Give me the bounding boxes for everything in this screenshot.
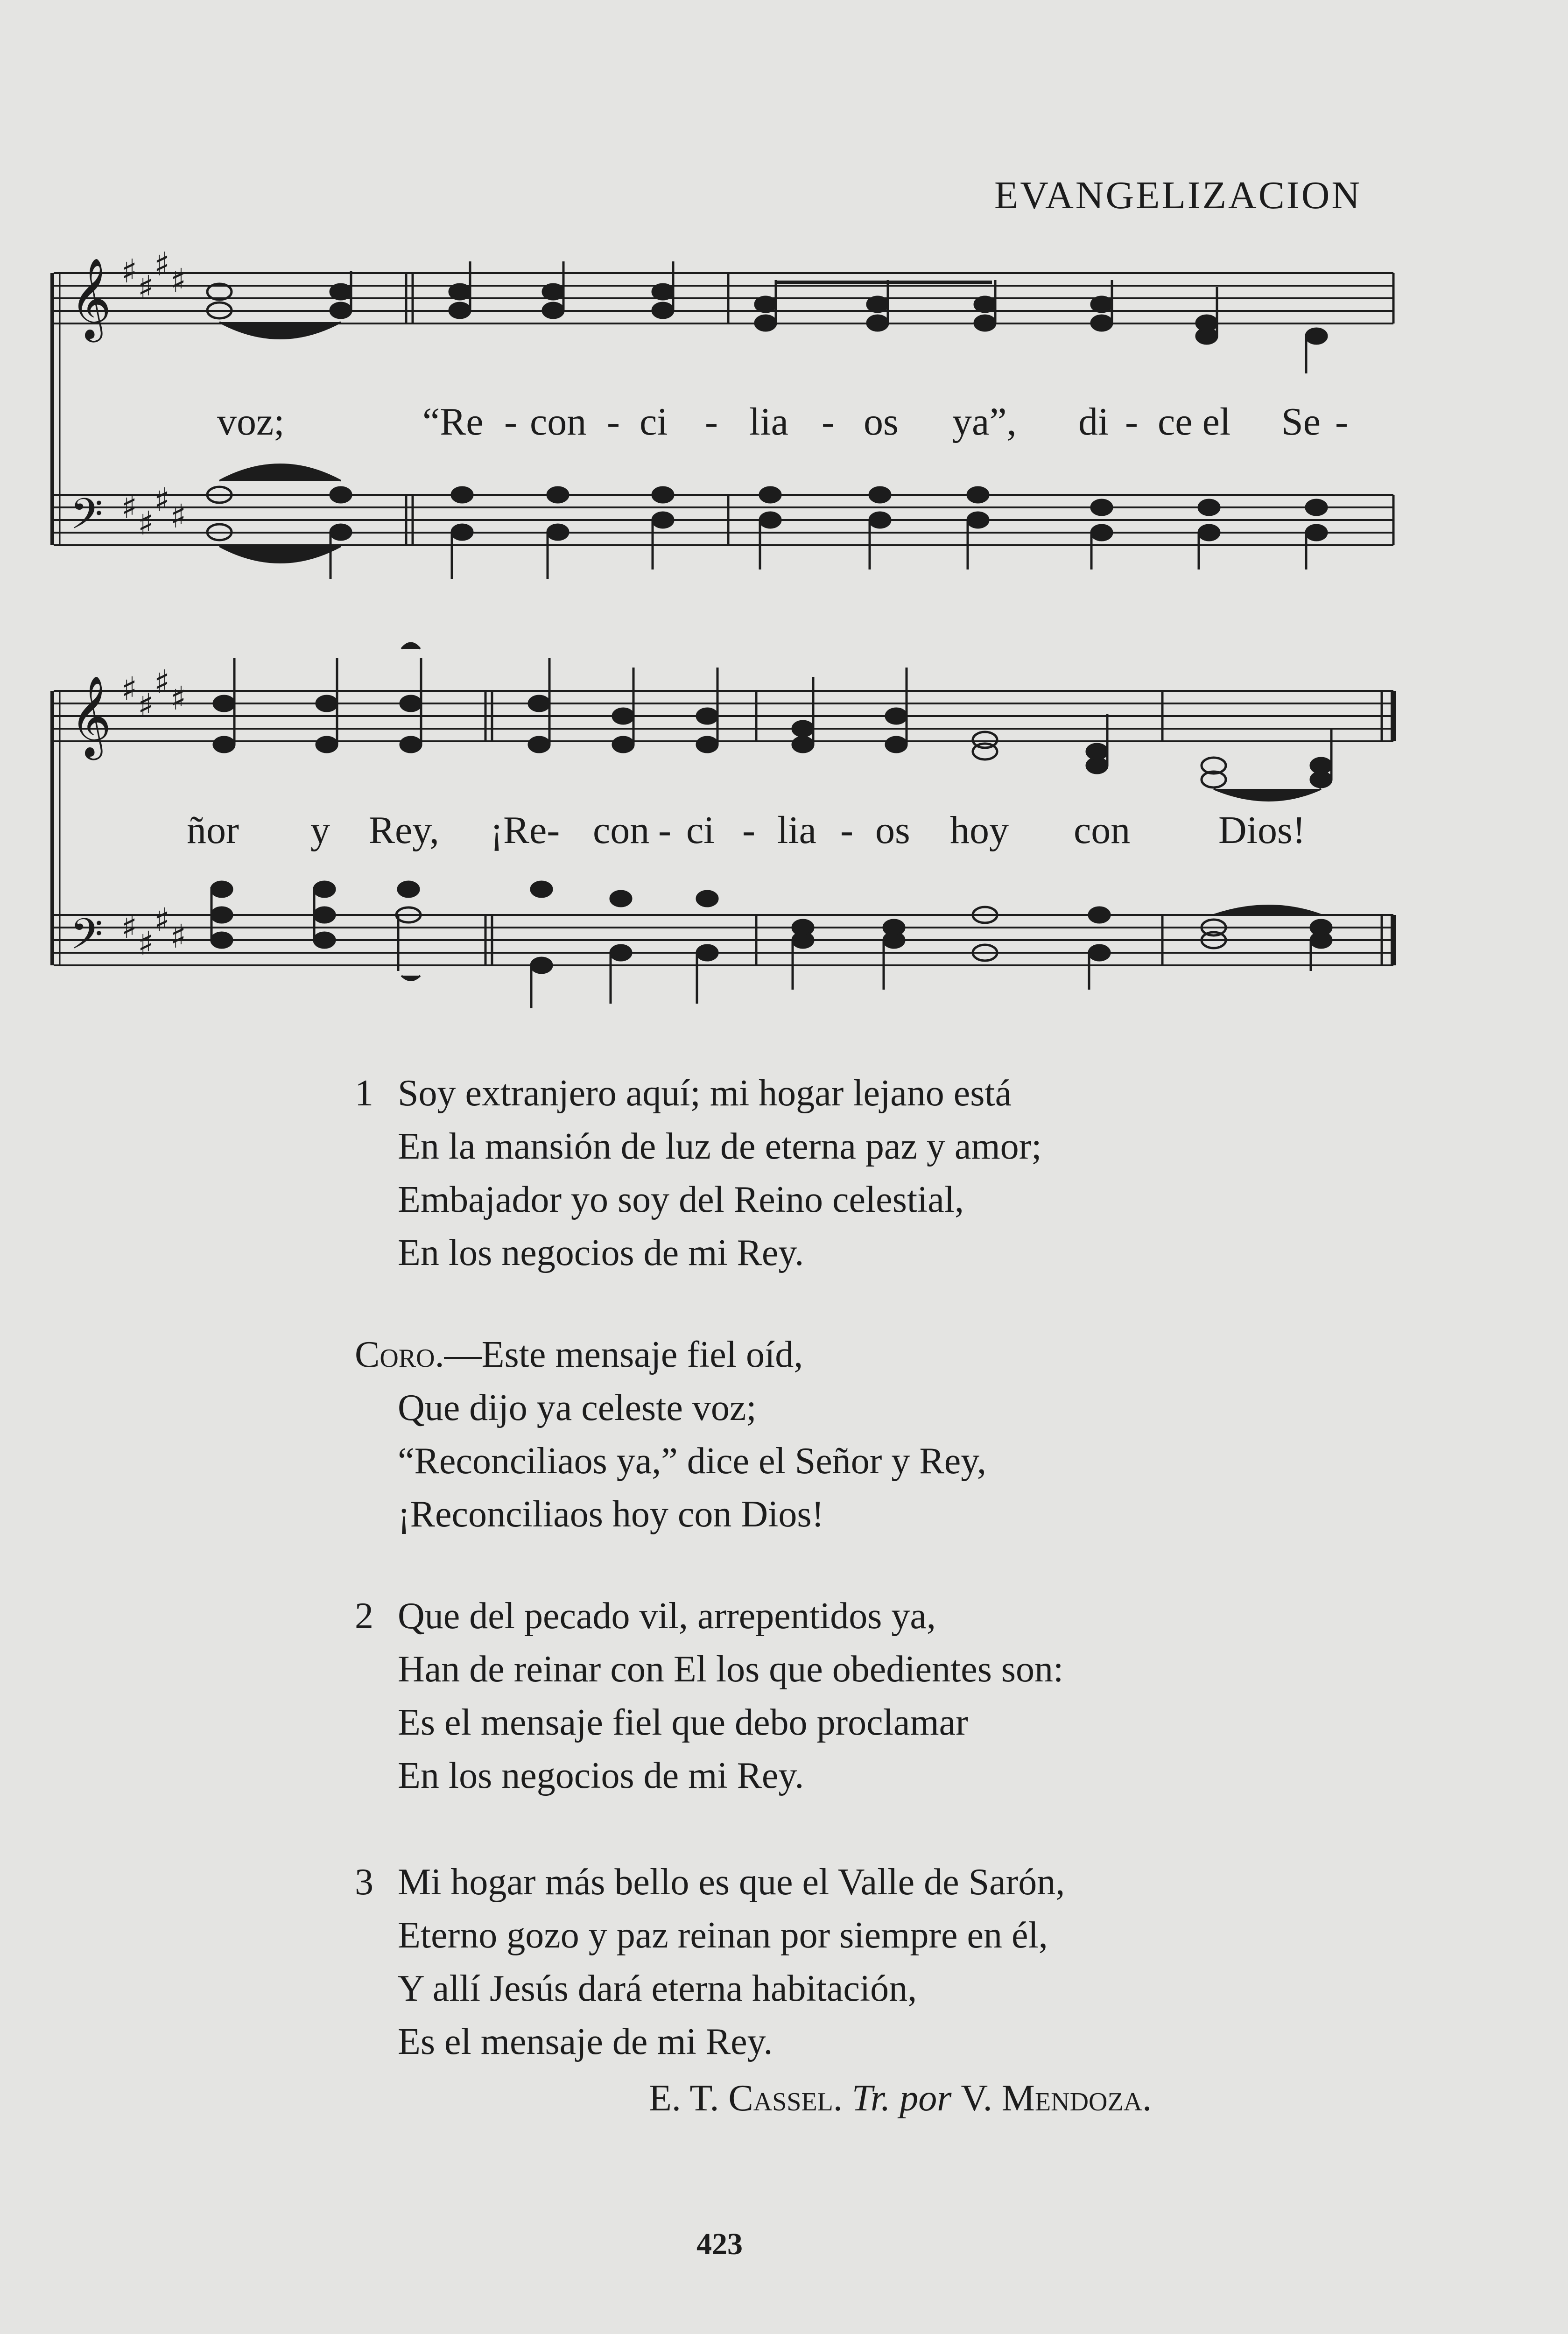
lyric-syllable: - [658, 808, 671, 852]
lyric-syllable: - [705, 400, 718, 443]
svg-text:♯: ♯ [138, 686, 154, 724]
lyric-syllable: Se [1281, 400, 1321, 443]
lyric-syllable: ¡Re- [490, 808, 560, 852]
hymn-credit [649, 2077, 1152, 2120]
svg-text:♯: ♯ [154, 481, 170, 519]
lyric-syllable: - [607, 400, 620, 443]
verse-text: Que dijo ya celeste voz; [398, 1387, 757, 1428]
lyric-syllable: - [1125, 400, 1138, 443]
verse-text: Y allí Jesús dará eterna habitación, [398, 1968, 917, 2009]
lyric-syllable: hoy [950, 808, 1009, 852]
lyrics-system-2 [0, 808, 1568, 854]
lyric-syllable: con [593, 808, 650, 852]
author-name: E. T. Cassel. [649, 2078, 843, 2119]
lyric-syllable: lia [777, 808, 816, 852]
lyric-syllable: ya”, [952, 400, 1017, 443]
lyric-syllable: - [504, 400, 517, 443]
svg-text:♯: ♯ [170, 497, 186, 535]
page-header-title: EVANGELIZACION [994, 174, 1362, 217]
svg-text:♯: ♯ [138, 504, 154, 542]
chorus-label: Coro. [355, 1334, 444, 1375]
lyric-syllable: con [530, 400, 587, 443]
treble-clef-icon: 𝄞 [70, 675, 112, 757]
lyric-syllable: os [875, 808, 910, 852]
svg-text:♯: ♯ [170, 679, 186, 717]
translation-prefix: Tr. por [851, 2078, 952, 2119]
lyric-syllable: Dios! [1218, 808, 1306, 852]
verse-text: Es el mensaje fiel que debo proclamar [398, 1702, 968, 1743]
svg-text:♯: ♯ [170, 917, 186, 956]
staff-treble-2 [54, 691, 1393, 741]
svg-text:♯: ♯ [121, 670, 137, 708]
staff-bass-2 [54, 915, 1393, 965]
verse-text: En los negocios de mi Rey. [398, 1755, 804, 1796]
verse-text: En la mansión de luz de eterna paz y amor; [398, 1126, 1042, 1167]
verse-text: “Reconciliaos ya,” dice el Señor y Rey, [398, 1441, 987, 1482]
svg-text:♯: ♯ [138, 924, 154, 963]
lyric-syllable: - [822, 400, 835, 443]
lyric-syllable: os [864, 400, 899, 443]
lyric-syllable: - [742, 808, 755, 852]
lyric-syllable: y [310, 808, 330, 852]
staff-bass-1 [54, 495, 1393, 545]
svg-text:♯: ♯ [154, 245, 170, 283]
translator-name: V. Mendoza. [961, 2078, 1152, 2119]
lyric-syllable: voz; [217, 400, 285, 443]
notes-treble-1 [207, 261, 1327, 373]
svg-text:♯: ♯ [121, 252, 137, 290]
verse-text: Soy extranjero aquí; mi hogar lejano está [398, 1073, 1012, 1114]
verse-number: 2 [355, 1596, 373, 1637]
verse-text: —Este mensaje fiel oíd, [444, 1334, 803, 1375]
key-signature-1 [121, 245, 186, 542]
verse-number: 1 [355, 1073, 373, 1114]
svg-text:♯: ♯ [154, 663, 170, 701]
lyric-syllable: - [840, 808, 853, 852]
lyric-syllable: di [1078, 400, 1109, 443]
lyric-syllable: lia [749, 400, 788, 443]
svg-text:♯: ♯ [121, 908, 137, 946]
bass-clef-icon: 𝄢 [70, 489, 103, 549]
svg-text:♯: ♯ [121, 488, 137, 526]
svg-text:♯: ♯ [170, 261, 186, 300]
svg-text:♯: ♯ [138, 268, 154, 307]
bass-clef-icon: 𝄢 [70, 909, 103, 969]
verse-text: Eterno gozo y paz reinan por siempre en él, [398, 1915, 1048, 1956]
lyric-syllable: ce el [1158, 400, 1231, 443]
lyric-syllable: Rey, [369, 808, 439, 852]
staff-treble-1 [54, 273, 1393, 323]
lyric-syllable: ñor [187, 808, 239, 852]
lyric-syllable: - [1335, 400, 1348, 443]
lyric-syllable: “Re [422, 400, 484, 443]
page-number: 423 [696, 2227, 743, 2261]
treble-clef-icon: 𝄞 [70, 258, 112, 339]
lyrics-system-1 [0, 399, 1568, 446]
verse-number: 3 [355, 1862, 373, 1903]
lyric-syllable: con [1074, 808, 1131, 852]
notes-treble-2 [214, 643, 1331, 801]
verse-text: En los negocios de mi Rey. [398, 1232, 804, 1273]
svg-text:♯: ♯ [154, 901, 170, 939]
lyric-syllable: ci [686, 808, 715, 852]
verse-text: Embajador yo soy del Reino celestial, [398, 1179, 964, 1220]
verse-text: ¡Reconciliaos hoy con Dios! [398, 1494, 824, 1535]
verse-text: Mi hogar más bello es que el Valle de Sarón, [398, 1862, 1065, 1903]
verse-text: Que del pecado vil, arrepentidos ya, [398, 1596, 936, 1637]
lyric-syllable: ci [640, 400, 668, 443]
verse-text: Han de reinar con El los que obedientes son: [398, 1649, 1064, 1690]
verse-text: Es el mensaje de mi Rey. [398, 2021, 773, 2062]
notes-bass-1 [207, 464, 1327, 579]
